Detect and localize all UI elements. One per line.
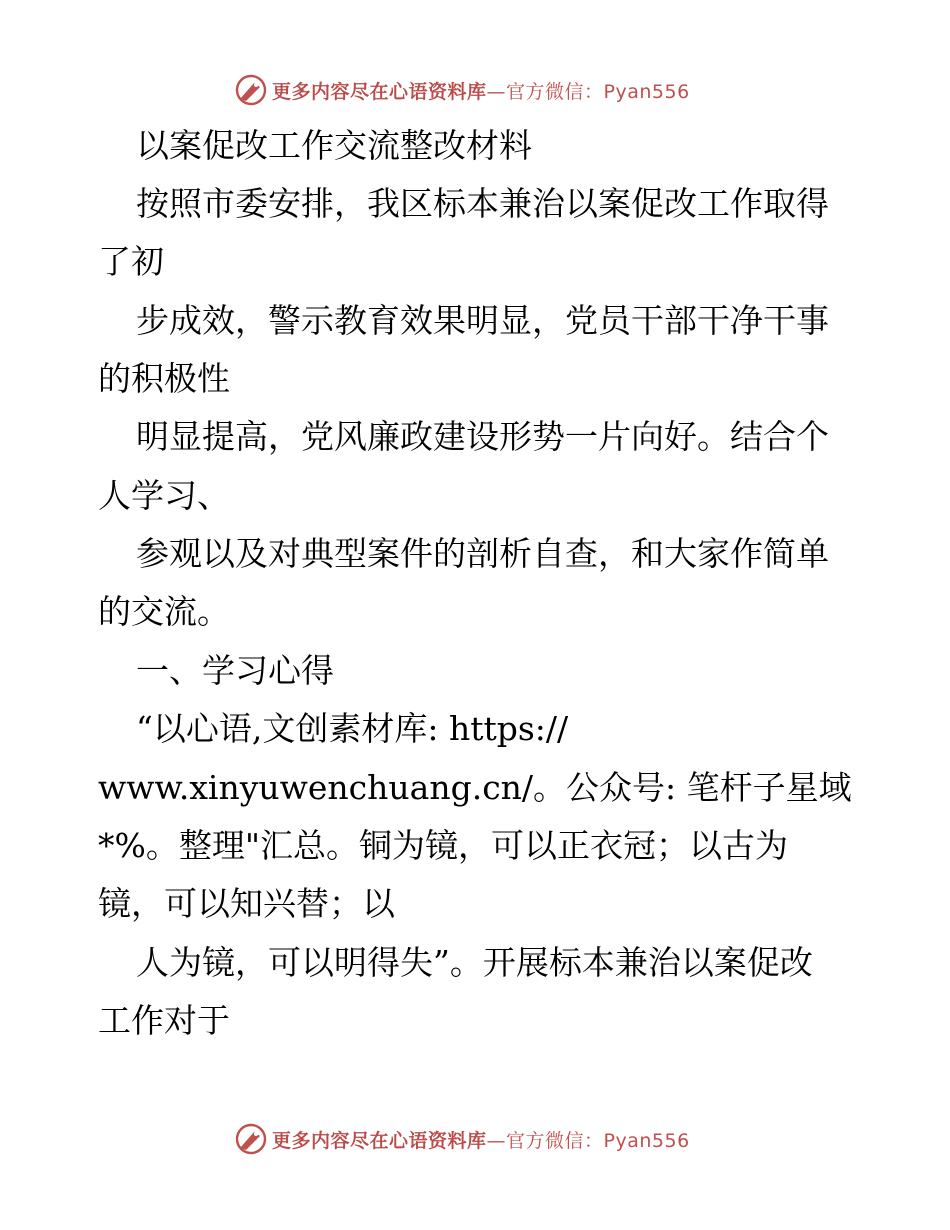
watermark-contact: 官方微信：Pyan556 bbox=[506, 80, 690, 103]
watermark-separator: — bbox=[486, 1129, 507, 1152]
watermark-text bbox=[272, 77, 690, 104]
section-heading: 一、学习心得 bbox=[136, 651, 334, 690]
header-watermark bbox=[234, 72, 754, 108]
document-title: 以案促改工作交流整改材料 bbox=[136, 126, 532, 165]
footer-watermark bbox=[234, 1121, 754, 1157]
paragraph-line: 步成效，警示教育效果明显，党员干部干净干事 bbox=[136, 301, 829, 340]
watermark-text bbox=[272, 1126, 690, 1153]
paragraph-line: 人为镜，可以明得失”。开展标本兼治以案促改 bbox=[136, 943, 813, 982]
paragraph-line: 了初 bbox=[98, 242, 164, 281]
paragraph-line: www.xinyuwenchuang.cn/。公众号: 笔杆子星域 bbox=[98, 768, 852, 807]
paragraph-line: 参观以及对典型案件的剖析自查，和大家作简单 bbox=[136, 534, 829, 573]
paragraph-line: “以心语,文创素材库: https:// bbox=[136, 709, 569, 748]
paragraph-line: 明显提高，党风廉政建设形势一片向好。结合个 bbox=[136, 417, 829, 456]
paragraph-line: *%。整理"汇总。铜为镜，可以正衣冠；以古为 bbox=[98, 826, 789, 865]
paragraph-line: 按照市委安排，我区标本兼治以案促改工作取得 bbox=[136, 184, 829, 223]
pen-nib-logo-icon bbox=[234, 1122, 268, 1156]
paragraph-line: 镜，可以知兴替；以 bbox=[98, 884, 395, 923]
paragraph-line: 的积极性 bbox=[98, 359, 230, 398]
watermark-site: 更多内容尽在心语资料库 bbox=[272, 80, 487, 103]
pen-nib-logo-icon bbox=[234, 73, 268, 107]
paragraph-line: 人学习、 bbox=[98, 476, 230, 515]
paragraph-line: 工作对于 bbox=[98, 1001, 230, 1040]
paragraph-line: 的交流。 bbox=[98, 592, 230, 631]
watermark-contact: 官方微信：Pyan556 bbox=[506, 1129, 690, 1152]
watermark-separator: — bbox=[486, 80, 507, 103]
watermark-site: 更多内容尽在心语资料库 bbox=[272, 1129, 487, 1152]
